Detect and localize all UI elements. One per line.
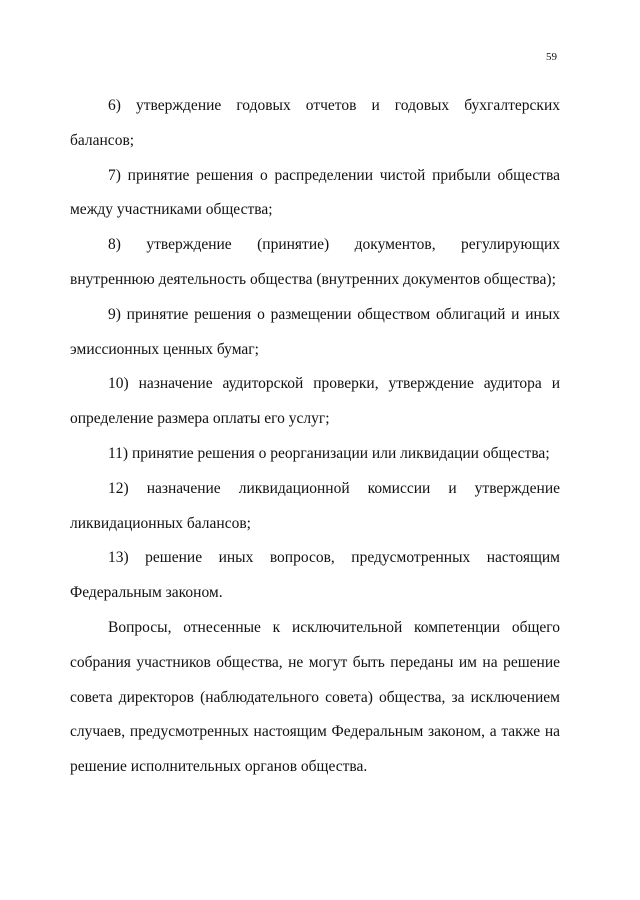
- document-body: [70, 89, 560, 785]
- closing-paragraph: Вопросы, отнесенные к исключительной компетенции общего собрания участников общества, не могут быть переданы им на решение совета директоров (наблюдательного совета) общества, за исключением случаев, предусмотренных настоящим Федеральным законом, а также на решение исполнительных органов общества.: [70, 618, 560, 776]
- list-item-6: 6) утверждение годовых отчетов и годовых бухгалтерских балансов;: [70, 97, 560, 149]
- page-number: 59: [546, 51, 557, 63]
- list-item-10: 10) назначение аудиторской проверки, утверждение аудитора и определение размера оплаты его услуг;: [70, 375, 560, 428]
- list-item-9: 9) принятие решения о размещении обществом облигаций и иных эмиссионных ценных бумаг;: [70, 305, 560, 358]
- list-item-13: 13) решение иных вопросов, предусмотренных настоящим Федеральным законом.: [70, 549, 560, 602]
- list-item-8: 8) утверждение (принятие) документов, регулирующих внутреннюю деятельность общества (внутренних документов общества);: [70, 236, 560, 288]
- list-item-11: 11) принятие решения о реорганизации или ликвидации общества;: [108, 444, 550, 462]
- list-item-7: 7) принятие решения о распределении чистой прибыли общества между участниками общества;: [70, 166, 560, 219]
- list-item-12: 12) назначение ликвидационной комиссии и утверждение ликвидационных балансов;: [70, 479, 560, 532]
